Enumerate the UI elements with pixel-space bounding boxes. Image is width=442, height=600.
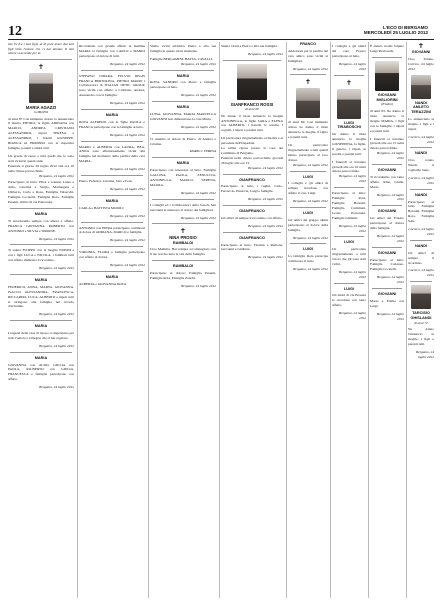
notice-text: LUISA, GIOVANNA, MARIA MARCELLA GIOVANNI non dimenticano la cara Maria. [150, 111, 216, 121]
deceased-name: LUIGI [343, 240, 355, 245]
notice-place-date [436, 419, 440, 439]
notice-place-date: Bergamo, 24 luglio 2012 [377, 151, 404, 161]
deceased-name: FRANCO [299, 42, 317, 46]
notice-text: Un particolare ringraziamento ai medici e al personale dell'Ospedale. [221, 136, 283, 146]
notice-text: Pietro, Federica, Cristina, Sara e Ivan. [79, 179, 133, 184]
deceased-name: GIANFRANCO [239, 209, 265, 214]
deceased-name [436, 357, 440, 371]
notice-place-date: Bergamo, 24 luglio 2012 [110, 213, 145, 218]
notice-text: I colleghi e gli amici di sempre ricordano con affetto il caro Luigi. [288, 181, 328, 196]
column-8 [408, 42, 434, 598]
notice-place-date: Bergamo, 24 luglio 2012 [339, 61, 366, 71]
notice-place-date: Bergamo, 24 luglio 2012 [377, 275, 404, 285]
deceased-subtitle [436, 93, 440, 107]
deceased-name: GIANFRANCO [239, 177, 265, 182]
notice-text: di anni 83. Ne danno il triste annuncio la moglie MARIA, i figli con le famiglie, i nipoti e parenti tutti. [370, 109, 404, 133]
cross-icon: ✝ [38, 62, 44, 71]
notice-place-date: Carvico, 24 luglio 2012 [408, 268, 434, 278]
deceased-name: MARIA [34, 355, 48, 360]
notice-text [436, 449, 440, 469]
notice-place-date: Bergamo, 24 luglio 2012 [39, 236, 74, 241]
deceased-name: NANDI [414, 243, 428, 248]
notice-text: STEFANO CHIARA, FULVIO REGIS FRANCA BERTOLINA, PIETRO MARIO i Collaboratori di ITALIAN OPTIC GROUP, sono vicini con affetto a Cristiano, Andrea, Alessandro con la famiglia. [79, 73, 145, 98]
notice-place-date: Bergamo, 24 luglio 2012 [39, 266, 74, 271]
notice-text [436, 42, 440, 71]
notice-text: I colleghi e gli amici del caro Franco partecipano al lutto. [332, 44, 366, 58]
notice-text: GIOVANNA con ALDO, GIULIA con PAOLA, RO-BERTO con GIULIA, FRANCESCA e famiglie partecipano con affetto. [8, 362, 74, 382]
column-divider [148, 42, 149, 598]
deceased-subtitle: di anni 72 [414, 320, 428, 325]
notice-place-date: Bergamo, 24 luglio 2012 [181, 215, 216, 220]
notice-place-date: Bergamo, 24 luglio 2012 [181, 124, 216, 129]
column-3 [150, 42, 216, 598]
deceased-name: NINA PROSIO [169, 235, 197, 241]
notice-place-date: Bergamo, 24 luglio 2012 [339, 223, 366, 233]
notice-text: FEDERICO, ANNA, MARTA, GIOVANNA, ISACCO ALESSANDRA, FRANCESCA, RICCARDO, LUCA, ALBERTO e nipoti tutti si stringono alla famiglia nel ricordo dolcissimo. [8, 284, 74, 309]
notice-place-date: Bergamo, 24 luglio 2012 [110, 61, 145, 66]
notice-place-date: Bergamo, 24 luglio 2012 [39, 385, 74, 390]
notice-text: Ciao Tonino. Carvico, 24 luglio 2012 [408, 56, 434, 71]
notice-text: I colleghi ed i Collaboratori della Scuola San Giovanni si uniscono al dolore dei famigliari. [150, 202, 216, 212]
notice-text: di anni 60. Con immenso dolore ne danno il triste annuncio la moglie, il figlio e parenti tutti. [288, 120, 328, 140]
deceased-name: GIANFRANCO ROSSI [230, 101, 274, 107]
notice-text: Famiglia BERGAMINI, BATTA, CAVALLI. [150, 56, 213, 61]
notice-text: Partecipano al lutto: Famiglia Rota, Famiglia Bonomi, Famiglia Carminati, Leone Personeni, Famiglia Ghisleni. [332, 191, 366, 220]
notice-text: Gli amici di via Broseta lo ricordano con tanto affetto. [332, 293, 366, 308]
column-2 [79, 42, 145, 598]
notice-place-date: Bergamo, 24 luglio 2012 [110, 238, 145, 243]
notice-place-date: MARIO e TERESA [189, 149, 216, 154]
notice-text: Partecipano con tenerezza al lutto. Famiglia GALLINA, PAOLA, ZENUCCIA, ANTONELLA, MARCO, SERENA, MAURA. [150, 168, 216, 187]
notice-text: La salma riposa presso la casa del Commiato di Bergamo. [221, 146, 283, 155]
column-divider [330, 42, 331, 598]
notice-text: CARLA e BATTISTA MOIOLI [79, 205, 124, 210]
notice-place-date [436, 293, 440, 313]
notice-place-date: Bergamo, 24 luglio 2012 [339, 269, 366, 279]
notice-place-date: Bergamo, 24 luglio 2012 [293, 267, 328, 272]
notice-text: Lo annunciano la moglie, i figli e i nipoti. [408, 116, 434, 131]
notice-text: È andato avanti l'alpino Luigi Tiraboschi. [370, 44, 404, 53]
page-number: 12 [8, 24, 22, 39]
notice-text: ALBERTA e GIOVANNA ROTA [79, 281, 127, 286]
notice-text: sile Tu fra i tuoi figli, al di pure avere dai tuoi figli tutto l'amore che ci hai donato. Il mio amore si accende per te. [8, 42, 74, 56]
notice-place-date: Bergamo, 24 luglio 2012 [248, 165, 283, 170]
deceased-name [436, 371, 440, 381]
notice-place-date: Bergamo, 24 luglio 2012 [416, 350, 434, 359]
deceased-photo [237, 64, 267, 100]
notice-text: MARIO e ALBERTA con LAURA, BEA, ANNA sono affettuosamente vicini alla famiglia nel momento della perdita della cara MARIA. [79, 144, 145, 164]
deceased-photo [375, 61, 399, 91]
notice-text: Un particolare ringraziamento a tutti quanti hanno partecipato al loro dolore. [288, 143, 328, 162]
cross-icon: ✝ [305, 78, 311, 87]
notice-text [436, 249, 440, 293]
column-4 [221, 42, 283, 598]
deceased-photo [337, 89, 361, 119]
notice-place-date: Bergamo, 24 luglio 2012 [377, 311, 404, 321]
notice-place-date: Bergamo, 24 luglio 2012 [181, 190, 216, 195]
column-7 [370, 42, 404, 598]
notice-text: Ti ricordiamo con tanto affetto. Rina, Giulia, Mario. [370, 174, 404, 189]
notice-place-date: Bergamo, 24 luglio 2012 [293, 66, 328, 71]
notice-place-date: Bergamo, 24 luglio 2012 [181, 93, 216, 98]
deceased-subtitle: TERAZZINI [411, 110, 431, 115]
column-divider [286, 42, 287, 598]
notice-text: VIRGINIA, FLORA e famiglia partecipano con affetto al dolore. [79, 250, 145, 260]
deceased-name: MARIA [176, 73, 190, 78]
notice-place-date: Bergamo, 24 luglio 2012 [39, 343, 74, 348]
deceased-name: GIOVANNI [411, 50, 431, 54]
cross-icon: ✝ [180, 227, 186, 236]
deceased-name: MARIA [176, 105, 190, 110]
notice-place-date: Bergamo, 24 luglio 2012 [110, 167, 145, 172]
deceased-name: GIOVANNI [377, 168, 397, 173]
deceased-photo [411, 75, 431, 99]
deceased-name: MARIA [34, 211, 48, 216]
deceased-name: LUIGI [343, 286, 355, 291]
deceased-subtitle: in MILESI [33, 109, 49, 114]
column-divider [77, 42, 78, 598]
deceased-name: GIANFRANCO [239, 235, 265, 240]
notice-text: Gli amici del Triedro partecipano al dolore della famiglia. [370, 216, 404, 230]
notice-text: Funerale il giorno 26 luglio 2012 alle ore 10 nella chiesa parrocchiale. [8, 163, 74, 173]
notice-place-date: Bergamo, 24 luglio 2012 [39, 173, 74, 178]
deceased-name: GIOVANNI MIGLIORINI [376, 92, 398, 102]
notice-text: Ti ricorderemo sempre con amore e affetto. FRANCA GIOVANNA ROBERTO con ANTONIO e SILVIA e SIMONE. [8, 218, 74, 233]
column-divider [406, 42, 407, 598]
deceased-photo [437, 73, 440, 76]
notice-place-date: Bergamo, 24 luglio 2012 [293, 199, 328, 204]
cross-icon: ✝ [346, 78, 352, 87]
notice-text: Ci uniamo al dolore di Pietro, di Andrea e Cristina. [150, 136, 216, 146]
notice-text: ROTA, SANDRO con Pietro e famiglia partecipano al lutto. [150, 80, 216, 90]
notice-text: Gli amici di sempre ti ricordano. [408, 250, 434, 265]
deceased-photo [411, 285, 431, 309]
deceased-name [436, 78, 440, 92]
notice-place-date: Bergamo, 24 luglio 2012 [110, 101, 145, 106]
notice-place-date: Bergamo, 24 luglio 2012 [181, 61, 216, 66]
notice-place-date: Bergamo, 24 luglio 2012 [339, 311, 366, 321]
notice-text: Un particolare ringraziamento a tutti coloro che gli sono stati vicini. [332, 247, 366, 266]
notice-text: Gli amici di sempre ti ricordano con affetto. [221, 215, 283, 220]
notice-text: Ne danno il triste annuncio la moglie ANTONELLA, le figlie SARA e ELENA con ALBERTO, i fratelli, le sorelle, i cognati, i nipoti e parenti tutti. [221, 113, 283, 133]
deceased-name: LUIGI TIRABOSCHI [337, 120, 361, 130]
deceased-name: MARIA [176, 161, 190, 166]
deceased-subtitle: (Triedro) [380, 102, 394, 107]
notice-text [436, 317, 440, 356]
deceased-name: MARIA [105, 198, 119, 203]
notice-text [436, 385, 440, 419]
deceased-name: GIOVANNI [377, 250, 397, 255]
deceased-name: MARIA AGAZZI [25, 104, 57, 110]
cross-icon: ✝ [418, 42, 424, 50]
deceased-name: NANDI [414, 192, 428, 197]
deceased-photo [296, 88, 320, 118]
column-1 [8, 42, 74, 598]
notice-place-date: Bergamo, 24 luglio 2012 [110, 132, 145, 137]
notice-text: La famiglia Rota partecipa commossa al lutto. [288, 254, 328, 264]
deceased-photo [29, 73, 53, 103]
deceased-name: GIOVANNI [377, 292, 397, 297]
notice-place-date: Bergamo, 24 luglio 2012 [248, 255, 283, 260]
notice-place-date: Bergamo, 24 luglio 2012 [248, 197, 283, 202]
notice-text: Partecipano al lutto: Famiglia Bonomi, Famiglia Rota, Famiglia Sala. [408, 199, 434, 224]
notice-text: Mario e Ersilia con Luigi. [370, 298, 404, 308]
deceased-name: RAMBALDI [172, 264, 194, 269]
deceased-name: MARIA [34, 278, 48, 283]
deceased-subtitle: di anni 60 [245, 107, 259, 112]
notice-place-date: Bergamo, 24 luglio 2012 [293, 235, 328, 240]
notice-place-date: Bergamo, 24 luglio 2012 [248, 51, 283, 56]
notice-place-date: Carvico, 24 luglio 2012 [408, 227, 434, 236]
deceased-name: GIOVANNI [377, 209, 397, 214]
notice-place-date: Bergamo, 24 luglio 2012 [110, 187, 145, 192]
notice-text [436, 107, 440, 195]
notice-text: Ne danno il triste annuncio la moglie GIUSEPPINA, la figlia, il genero, i nipoti, le sorelle e parenti tutti. [332, 132, 366, 156]
issue-date: MERCOLEDÌ 25 LUGLIO 2012 [363, 30, 428, 36]
notice-place-date [436, 219, 440, 239]
notice-text: Siamo vicini a Pietro e alla sua famiglia. [221, 44, 278, 48]
notice-text: I ragazzi della casa di riposo ti ringraziano per tutto l'amore e l'allegria che ci hai regalato. [8, 331, 74, 340]
column-6 [332, 42, 366, 598]
notice-text: Partecipano al lutto: Thomas e Ramona, Giovanni e Giuliana. [221, 242, 283, 252]
header-rule [8, 39, 434, 40]
notice-text: I funerali si terranno giovedì alle ore 10 nella chiesa parrocchiale. [332, 159, 366, 174]
masthead [364, 25, 428, 36]
deceased-name: NANDI AMLETO [413, 100, 429, 110]
notice-text: Un grazie di cuore a tutti quelli che le sono stati vicini in questi anni. [8, 153, 74, 163]
notice-text: ROTA ALFREDO con le figlie PAOLA e FRANCA partecipano con le famiglie al lutto. [79, 119, 145, 129]
notice-place-date: Bergamo, 24 luglio 2012 [339, 174, 366, 184]
notice-text: Siamo vicini all'amico Pietro e alla sua famiglia in questo triste momento. [150, 44, 216, 53]
deceased-name: LUIGI [302, 211, 314, 215]
notice-text: ANTONIO con PIERA partecipano commossi al dolore di ADRIANA, MARCO e famiglie. [79, 225, 145, 235]
notice-place-date: Carvico, 24 luglio 2012 [408, 134, 434, 144]
notice-text: Gli amici del gruppo alpini partecipano al dolore della famiglia. [288, 217, 328, 232]
deceased-name: TARCISIO GHISLANDI [410, 311, 432, 321]
deceased-name: LUIGI [302, 247, 314, 252]
notice-place-date: Bergamo, 24 luglio 2012 [181, 283, 216, 288]
notice-text: Partecipano al dolore: Famiglia Pesenti, Famiglia Rota, Famiglia Zanchi. [150, 271, 216, 280]
deceased-name: MARIA [105, 274, 119, 279]
deceased-name [436, 239, 440, 249]
notice-place-date: Bergamo, 24 luglio 2012 [110, 263, 145, 268]
deceased-name [436, 439, 440, 449]
notice-place-date: Bergamo, 24 luglio 2012 [377, 233, 404, 243]
notice-text: Partecipano al lutto i cugini, Carlo, Ferruccio, Pinuccia, Luigi e famiglie. [221, 184, 283, 194]
notice-text: Addolorati per la perdita del caro amico sono vicini ai famigliari. [288, 48, 328, 63]
notice-text: Funerali nella chiesa parrocchiale giovedì 26 luglio alle ore 15. [221, 155, 283, 165]
deceased-subtitle: RAMBALDI [172, 240, 194, 245]
notice-text: Ti saluta FILIPPO con la moglie NOEMI e con i figli LUCA e NICOLA, i familiari tutti con affetto immenso ti ricordano. [8, 248, 74, 263]
notice-text: Ne danno l'annuncio la moglie, i figli e parenti tutti. [408, 327, 434, 347]
notice-text: Ciao Mamma. Hai sempre accompagnato con il tuo sorriso tutta la vita della famiglia. [150, 247, 216, 257]
notice-text: Ciao nonno Nandi, ti vogliamo bene. [408, 158, 434, 173]
notice-place-date: Bergamo, 24 luglio 2012 [39, 312, 74, 317]
notice-text: Partecipano al lutto: Elisa e Gianni, Luisa e Aldo, Caterina e Sergio, Mariangela e Umberto, Carlo e Rosa, Famiglia Valsecchi, Famiglia Locatelli, Famiglia Rota, Famiglia Pesenti, Amici di via Paleocapa. [8, 180, 74, 205]
notice-place-date [436, 468, 440, 488]
column-5 [288, 42, 328, 598]
notice-place-date: Bergamo, 24 luglio 2012 [248, 223, 283, 228]
notice-place-date: Carvico, 24 luglio 2012 [408, 175, 434, 185]
column-divider [368, 42, 369, 598]
deceased-name: NANDI [414, 151, 428, 156]
page-header [0, 0, 442, 40]
deceased-name: MARIA [34, 324, 48, 329]
deceased-name: MARIA [105, 113, 119, 118]
notice-text: I funerali si terranno giovedì alle ore 15 nella chiesa parrocchiale. [370, 136, 404, 151]
notice-text [436, 195, 440, 220]
notice-text: di anni 87 Con immenso dolore lo annunciano il marito PIETRO, le figlie ADRIANA con MARCO, ANDREA CRISTIANO ALESSANDRO, nipoti TERESA e ALESSANDRO, i fratelli GIUSEPPE, BIANCA ed ERMINIO con le rispettive famiglie, parenti e amici tutti. [8, 116, 74, 151]
notice-place-date: Bergamo, 24 luglio 2012 [377, 192, 404, 202]
notice-place-date: Bergamo, 24 luglio 2012 [293, 162, 328, 167]
publication-name: L'ECO DI BERGAMO [383, 25, 428, 30]
notice-text: Partecipano al lutto: Famiglia Cattaneo, Famiglia Locatelli. [370, 257, 404, 272]
notice-text: Ricordando con grande affetto la mamma MARIA la famiglia con CARLO e MARIO partecipano al dolore di tutti. [79, 44, 145, 58]
deceased-name: LUIGI [302, 174, 314, 179]
column-divider [219, 42, 220, 598]
